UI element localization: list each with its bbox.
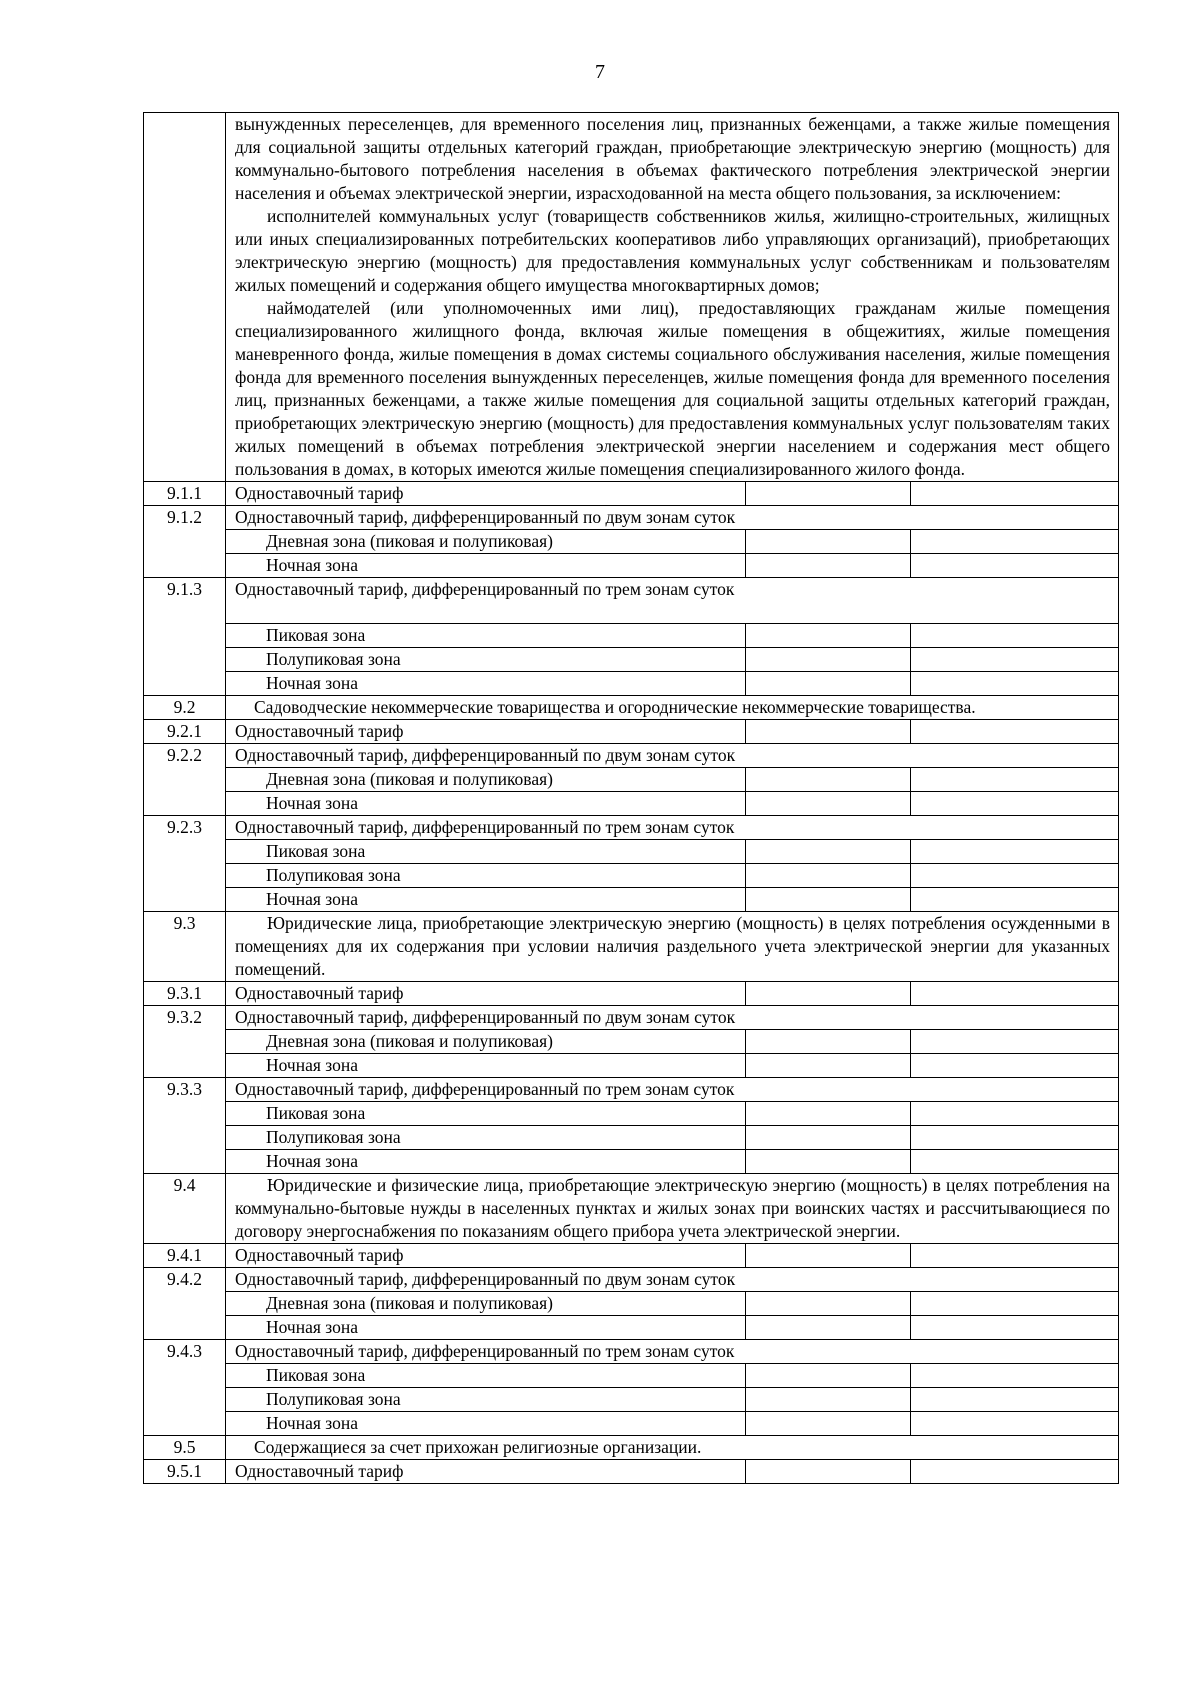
- table-row: [144, 1126, 1119, 1150]
- zone-label: Полупиковая зона: [226, 648, 746, 672]
- intro-paragraph: вынужденных переселенцев, для временного поселения лиц, признанных беженцами, а также жилые помещения для социальной защиты отдельных категорий граждан, приобретающие электрическую энергию (мощность) для коммунально-бытового потребления населения в объемах фактического потребления электрической энергии населения и объемах электрической энергии, израсходованной на места общего пользования, за исключением:: [235, 114, 1110, 203]
- intro-text: [226, 113, 1119, 482]
- value-cell: [911, 482, 1119, 506]
- row-label: Одноставочный тариф: [226, 720, 746, 744]
- zone-label: Ночная зона: [226, 1412, 746, 1436]
- row-label: [226, 578, 1119, 624]
- row-number: 9.2.2: [144, 744, 226, 768]
- value-cell: [911, 1316, 1119, 1340]
- table-row: [144, 624, 1119, 648]
- value-cell: [746, 792, 911, 816]
- zone-label: Полупиковая зона: [226, 864, 746, 888]
- table-row: [144, 1078, 1119, 1102]
- value-cell: [746, 1412, 911, 1436]
- table-row: [144, 888, 1119, 912]
- row-label: Одноставочный тариф: [226, 1460, 746, 1484]
- section-heading-text: Юридические лица, приобретающие электрическую энергию (мощность) в целях потребления осужденными в помещениях для их содержания при условии наличия раздельного учета электрической энергии для указанных помещений.: [235, 913, 1110, 979]
- value-cell: [746, 672, 911, 696]
- row-number: 9.2.3: [144, 816, 226, 840]
- value-cell: [746, 1126, 911, 1150]
- zone-label: Ночная зона: [226, 792, 746, 816]
- value-cell: [746, 1364, 911, 1388]
- table-row: [144, 482, 1119, 506]
- table-row: [144, 1054, 1119, 1078]
- section-heading: Садоводческие некоммерческие товарищества и огороднические некоммерческие товарищества.: [226, 696, 1119, 720]
- value-cell: [911, 864, 1119, 888]
- value-cell: [911, 554, 1119, 578]
- row-label: Одноставочный тариф, дифференцированный по двум зонам суток: [226, 1268, 1119, 1292]
- section-number: 9.3: [144, 912, 226, 982]
- table-row: [144, 1412, 1119, 1436]
- zone-label: Ночная зона: [226, 1316, 746, 1340]
- row-label: Одноставочный тариф, дифференцированный по двум зонам суток: [226, 744, 1119, 768]
- value-cell: [746, 1292, 911, 1316]
- table-row: [144, 696, 1119, 720]
- table-row: [144, 1436, 1119, 1460]
- value-cell: [911, 840, 1119, 864]
- section-heading-text: Юридические и физические лица, приобретающие электрическую энергию (мощность) в целях потребления на коммунально-бытовые нужды в населенных пунктах и жилых зонах при воинских частях и рассчитывающиеся по договору энергоснабжения по показаниям общего прибора учета электрической энергии.: [235, 1175, 1110, 1241]
- zone-label: Полупиковая зона: [226, 1388, 746, 1412]
- value-cell: [746, 482, 911, 506]
- section-heading: Содержащиеся за счет прихожан религиозные организации.: [226, 1436, 1119, 1460]
- row-label-text: Одноставочный тариф, дифференцированный по трем зонам суток: [235, 579, 735, 599]
- value-cell: [911, 768, 1119, 792]
- value-cell: [911, 624, 1119, 648]
- table-row: [144, 554, 1119, 578]
- table-row: [144, 1030, 1119, 1054]
- section-number: 9.5: [144, 1436, 226, 1460]
- section-heading: [226, 1174, 1119, 1244]
- table-row: [144, 768, 1119, 792]
- table-row: [144, 1268, 1119, 1292]
- value-cell: [911, 982, 1119, 1006]
- value-cell: [746, 1244, 911, 1268]
- table-row: [144, 816, 1119, 840]
- section-number: 9.2: [144, 696, 226, 720]
- table-row: [144, 1316, 1119, 1340]
- zone-label: Ночная зона: [226, 1054, 746, 1078]
- table-row: [144, 578, 1119, 624]
- zone-label: Дневная зона (пиковая и полупиковая): [226, 530, 746, 554]
- zone-label: Пиковая зона: [226, 840, 746, 864]
- value-cell: [746, 1150, 911, 1174]
- table-row: [144, 864, 1119, 888]
- section-heading: [226, 912, 1119, 982]
- row-label: Одноставочный тариф: [226, 482, 746, 506]
- zone-label: Пиковая зона: [226, 1102, 746, 1126]
- value-cell: [746, 554, 911, 578]
- row-label: Одноставочный тариф, дифференцированный по трем зонам суток: [226, 1340, 1119, 1364]
- value-cell: [911, 1388, 1119, 1412]
- value-cell: [746, 888, 911, 912]
- value-cell: [911, 1364, 1119, 1388]
- row-label: Одноставочный тариф: [226, 1244, 746, 1268]
- zone-label: Ночная зона: [226, 1150, 746, 1174]
- table-row: [144, 1244, 1119, 1268]
- row-number: 9.1.1: [144, 482, 226, 506]
- value-cell: [911, 1460, 1119, 1484]
- table-row: [144, 792, 1119, 816]
- table-row: [144, 1150, 1119, 1174]
- value-cell: [746, 1030, 911, 1054]
- zone-label: Ночная зона: [226, 888, 746, 912]
- value-cell: [746, 1102, 911, 1126]
- table-row: [144, 113, 1119, 482]
- table-row: [144, 912, 1119, 982]
- row-number: 9.4.3: [144, 1340, 226, 1364]
- row-number: 9.3.2: [144, 1006, 226, 1030]
- table-row: [144, 1174, 1119, 1244]
- zone-label: Дневная зона (пиковая и полупиковая): [226, 1030, 746, 1054]
- zone-label: Ночная зона: [226, 672, 746, 696]
- table-row: [144, 1364, 1119, 1388]
- table-row: [144, 1460, 1119, 1484]
- value-cell: [911, 1102, 1119, 1126]
- table-row: [144, 1006, 1119, 1030]
- value-cell: [911, 1150, 1119, 1174]
- value-cell: [746, 982, 911, 1006]
- page-number: 7: [595, 61, 605, 83]
- value-cell: [911, 1412, 1119, 1436]
- section-number: 9.4: [144, 1174, 226, 1244]
- value-cell: [746, 1388, 911, 1412]
- row-label: Одноставочный тариф, дифференцированный по трем зонам суток: [226, 1078, 1119, 1102]
- value-cell: [746, 840, 911, 864]
- row-number: 9.4.2: [144, 1268, 226, 1292]
- row-number: 9.5.1: [144, 1460, 226, 1484]
- table-row: [144, 982, 1119, 1006]
- row-number: 9.3.1: [144, 982, 226, 1006]
- zone-label: Полупиковая зона: [226, 1126, 746, 1150]
- value-cell: [911, 720, 1119, 744]
- value-cell: [746, 530, 911, 554]
- zone-label: Дневная зона (пиковая и полупиковая): [226, 768, 746, 792]
- row-number: 9.3.3: [144, 1078, 226, 1102]
- value-cell: [746, 624, 911, 648]
- value-cell: [911, 1126, 1119, 1150]
- value-cell: [746, 1054, 911, 1078]
- table-row: [144, 720, 1119, 744]
- row-number: 9.4.1: [144, 1244, 226, 1268]
- intro-paragraph: наймодателей (или уполномоченных ими лиц), предоставляющих гражданам жилые помещения специализированного жилищного фонда, включая жилые помещения в общежитиях, жилые помещения маневренного фонда, жилые помещения в домах системы социального обслуживания населения, жилые помещения фонда для временного поселения вынужденных переселенцев, жилые помещения фонда для временного поселения лиц, признанных беженцами, а также жилые помещения для социальной защиты отдельных категорий граждан, приобретающих электрическую энергию (мощность) для предоставления коммунальных услуг пользователям таких жилых помещений в объемах потребления электрической энергии населением и содержания мест общего пользования в домах, в которых имеются жилые помещения специализированного жилого фонда.: [235, 298, 1110, 479]
- value-cell: [911, 1244, 1119, 1268]
- zone-label: Дневная зона (пиковая и полупиковая): [226, 1292, 746, 1316]
- table-row: [144, 840, 1119, 864]
- value-cell: [746, 648, 911, 672]
- table-row: [144, 744, 1119, 768]
- value-cell: [911, 648, 1119, 672]
- intro-paragraph: исполнителей коммунальных услуг (товариществ собственников жилья, жилищно-строительных, жилищных или иных специализированных потребительских кооперативов либо управляющих организаций), приобретающих электрическую энергию (мощность) для предоставления коммунальных услуг собственникам и пользователям жилых помещений и содержания общего имущества многоквартирных домов;: [235, 206, 1110, 295]
- table-row: [144, 1102, 1119, 1126]
- table-row: [144, 506, 1119, 530]
- row-label: Одноставочный тариф, дифференцированный по трем зонам суток: [226, 816, 1119, 840]
- tariff-table: [143, 112, 1119, 1484]
- table-row: [144, 1388, 1119, 1412]
- value-cell: [911, 792, 1119, 816]
- row-number: 9.2.1: [144, 720, 226, 744]
- value-cell: [746, 1316, 911, 1340]
- table-row: [144, 672, 1119, 696]
- table-row: [144, 530, 1119, 554]
- value-cell: [911, 672, 1119, 696]
- row-label: Одноставочный тариф: [226, 982, 746, 1006]
- value-cell: [911, 1030, 1119, 1054]
- value-cell: [911, 530, 1119, 554]
- row-number: 9.1.3: [144, 578, 226, 624]
- value-cell: [746, 720, 911, 744]
- zone-label: Пиковая зона: [226, 624, 746, 648]
- row-number: 9.1.2: [144, 506, 226, 530]
- value-cell: [911, 1292, 1119, 1316]
- row-label: Одноставочный тариф, дифференцированный по двум зонам суток: [226, 1006, 1119, 1030]
- table-row: [144, 1340, 1119, 1364]
- value-cell: [746, 768, 911, 792]
- value-cell: [911, 1054, 1119, 1078]
- table-row: [144, 648, 1119, 672]
- value-cell: [746, 1460, 911, 1484]
- zone-label: Ночная зона: [226, 554, 746, 578]
- value-cell: [911, 888, 1119, 912]
- value-cell: [746, 864, 911, 888]
- row-label: Одноставочный тариф, дифференцированный по двум зонам суток: [226, 506, 1119, 530]
- table-row: [144, 1292, 1119, 1316]
- zone-label: Пиковая зона: [226, 1364, 746, 1388]
